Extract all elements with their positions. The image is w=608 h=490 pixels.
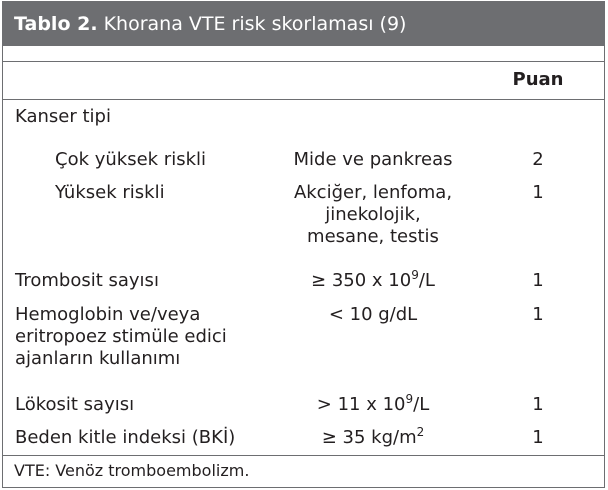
row-criterion-line: jinekolojik, (325, 204, 421, 225)
row-score-high-risk: 1 (532, 182, 544, 203)
row-criterion-line: Akciğer, lenfoma, (293, 182, 453, 203)
criterion-exponent: 9 (411, 268, 419, 282)
table-title (3, 2, 604, 46)
criterion-base: > 11 x 10 (316, 394, 406, 415)
row-label-very-high-risk: Çok yüksek riskli (55, 149, 207, 170)
row-criterion-platelet-count (273, 270, 473, 292)
row-label-line: Hemoglobin ve/veya (15, 304, 201, 325)
row-score-leukocyte-count: 1 (532, 394, 544, 415)
criterion-unit: /L (413, 394, 430, 415)
row-criterion-very-high-risk: Mide ve pankreas (293, 149, 453, 170)
row-label-line: ajanların kullanımı (15, 348, 181, 369)
divider-header (3, 99, 604, 100)
row-criterion-line: mesane, testis (307, 226, 439, 247)
row-criterion-leukocyte-count (273, 394, 473, 416)
criterion-exponent: 2 (416, 425, 425, 439)
row-criterion-high-risk (273, 182, 473, 248)
row-label-line: eritropoez stimüle edici (15, 326, 227, 347)
table-number: Tablo 2. (14, 13, 98, 35)
row-score-very-high-risk: 2 (532, 149, 544, 170)
column-header-score: Puan (512, 69, 564, 90)
criterion-exponent: 9 (405, 392, 414, 406)
row-score-hemoglobin: 1 (532, 304, 544, 325)
row-label-high-risk: Yüksek riskli (55, 182, 165, 203)
row-label-leukocyte-count: Lökosit sayısı (15, 394, 135, 415)
criterion-base: ≥ 350 x 10 (311, 270, 412, 291)
table-frame (2, 1, 605, 488)
divider-footer (3, 455, 604, 456)
row-criterion-hemoglobin: < 10 g/dL (328, 304, 418, 325)
table-footnote: VTE: Venöz tromboembolizm. (14, 461, 250, 480)
row-label-hemoglobin (15, 304, 227, 370)
table-caption: Khorana VTE risk skorlaması (9) (97, 13, 407, 35)
row-score-platelet-count: 1 (532, 270, 544, 291)
row-criterion-bmi (273, 427, 473, 449)
section-label-cancer-type: Kanser tipi (15, 106, 111, 127)
criterion-base: ≥ 35 kg/m (321, 427, 417, 448)
row-label-bmi: Beden kitle indeksi (BKİ) (15, 427, 236, 448)
criterion-unit: /L (418, 270, 435, 291)
divider-top (3, 61, 604, 62)
row-score-bmi: 1 (532, 427, 544, 448)
row-label-platelet-count: Trombosit sayısı (15, 270, 159, 291)
